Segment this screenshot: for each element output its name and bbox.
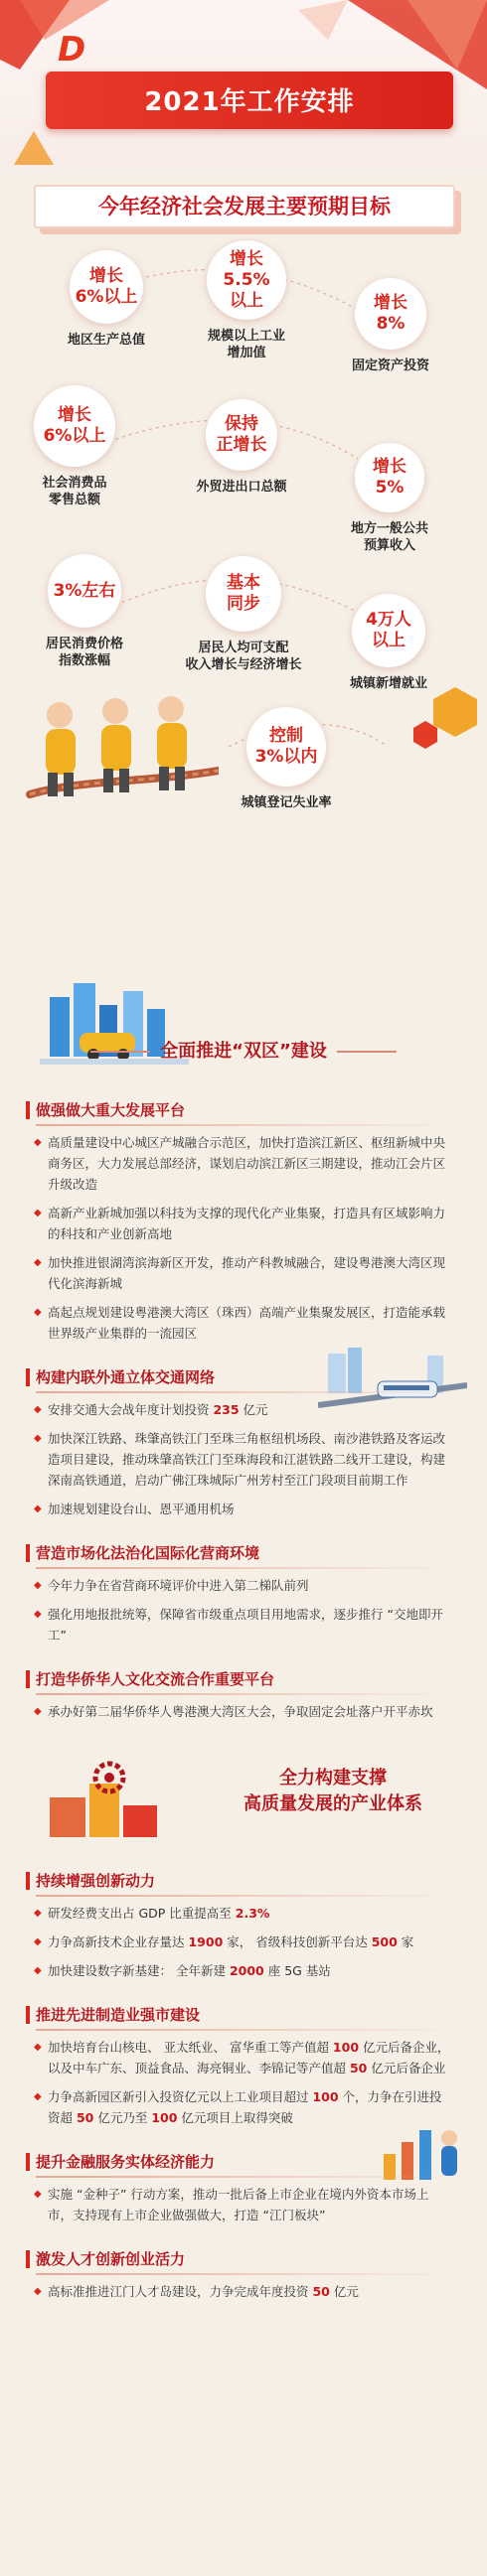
section [0, 2247, 487, 2314]
red-hexagon-decoration [413, 721, 437, 749]
goal-value: 6%以上 [75, 287, 138, 307]
goal-label [334, 675, 443, 692]
goal-value: 5% [375, 478, 405, 498]
bullet-item: ◆ 加速规划建设台山、恩平通用机场 [34, 1499, 453, 1519]
goal-circle [355, 443, 424, 512]
sections-dual-zone [0, 1098, 487, 1734]
goal-retail [20, 385, 129, 508]
goal-circle [246, 707, 326, 787]
gear-factory-illustration [40, 1758, 169, 1843]
goal-label [330, 520, 449, 554]
banner-dual-zone [0, 969, 487, 1088]
highlight-number: 1900 [188, 1934, 224, 1949]
bullet-list [0, 2174, 487, 2237]
goal-label-line: 外贸进出口总额 [196, 480, 287, 495]
goal-value: 控制 [269, 726, 303, 746]
goal-value: 增长 [373, 457, 406, 477]
goal-circle [70, 250, 143, 324]
goal-circle [352, 594, 425, 667]
goal-label [52, 332, 161, 349]
highlight-number: 500 [371, 1934, 398, 1949]
goal-income [169, 556, 318, 673]
goal-value: 8% [376, 314, 406, 334]
goal-circle [206, 556, 281, 632]
header [0, 0, 487, 171]
banner2-title-wrap [219, 1766, 447, 1817]
section-heading: 推进先进制造业强市建设 [26, 2003, 487, 2027]
section [0, 1869, 487, 1993]
section-heading: 提升金融服务实体经济能力 [26, 2150, 487, 2174]
goal-label-line: 固定资产投资 [351, 358, 429, 373]
goal-label-line: 社会消费品 [42, 476, 107, 491]
goal-label-line: 居民人均可支配 [198, 641, 289, 655]
title-ribbon [46, 72, 453, 129]
goal-label-line: 城镇新增就业 [349, 676, 427, 691]
people-pulling-illustration [20, 675, 219, 814]
bullet-list [0, 2271, 487, 2314]
goal-value: 增长 [58, 405, 91, 425]
section [0, 1098, 487, 1356]
section [0, 1365, 487, 1531]
goal-value: 4万人 [366, 610, 411, 630]
bullet-list [0, 1122, 487, 1356]
goal-trade [177, 399, 306, 496]
highlight-number: 235 [213, 1402, 240, 1417]
gold-hexagon-decoration [433, 687, 477, 737]
bullet-item: ◆ 加快培育台山核电、 亚太纸业、 富华重工等产值超 100 亿元后备企业，以及中车广东、顶益食品、海亮铜业、李锦记等产值超 50 亿元后备企业 [34, 2037, 453, 2078]
goal-value: 基本 [227, 573, 260, 593]
goal-label-line: 规模以上工业 [207, 329, 285, 344]
goal-label [187, 328, 306, 361]
section-heading: 营造市场化法治化国际化营商环境 [26, 1541, 487, 1565]
bullet-item: ◆ 安排交通大会战年度计划投资 235 亿元 [34, 1399, 453, 1420]
sections-industry [0, 1869, 487, 2314]
goal-value: 以上 [372, 631, 406, 650]
section-heading: 做强做大重大发展平台 [26, 1098, 487, 1122]
goal-circle [206, 399, 277, 471]
bullet-item: ◆ 加快建设数字新基建： 全年新建 2000 座 5G 基站 [34, 1960, 453, 1981]
goal-value: 以上 [230, 290, 263, 311]
banner2-line1: 全力构建支撑 [279, 1768, 387, 1789]
goal-investment [336, 278, 445, 374]
goal-label [177, 479, 306, 496]
bullet-item: ◆ 研发经费支出占 GDP 比重提高至 2.3% [34, 1903, 453, 1924]
section-heading: 打造华侨华人文化交流合作重要平台 [26, 1667, 487, 1691]
goal-label [30, 636, 139, 669]
goal-circle [48, 554, 121, 628]
section [0, 2150, 487, 2237]
goal-value: 增长 [89, 266, 123, 286]
goal-value: 3%以内 [254, 747, 318, 767]
bullet-item: ◆ 高起点规划建设粤港澳大湾区（珠西）高端产业集聚发展区，打造能承载世界级产业集群的一流园区 [34, 1302, 453, 1344]
section [0, 1541, 487, 1657]
bullet-list [0, 1893, 487, 1993]
highlight-number: 50 [76, 2110, 94, 2125]
goal-gdp [52, 250, 161, 349]
bullet-item: ◆ 强化用地报批统筹，保障省市级重点项目用地需求，逐步推行 “交地即开工” [34, 1604, 453, 1646]
highlight-number: 100 [332, 2040, 360, 2055]
highlight-number: 2000 [229, 1963, 264, 1978]
goal-label [217, 794, 356, 811]
highlight-number: 100 [312, 2089, 339, 2104]
goal-budget [330, 443, 449, 554]
section [0, 1667, 487, 1734]
goal-label-line: 城镇登记失业率 [241, 795, 332, 810]
bullet-item: ◆ 高标准推进江门人才岛建设，力争完成年度投资 50 亿元 [34, 2281, 453, 2302]
goal-label-line: 预算收入 [363, 538, 415, 553]
bullet-item: ◆ 加快深江铁路、珠肇高铁江门至珠三角枢纽机场段、南沙港铁路及客运改造项目建设，推动珠肇高铁江门至珠海段和江湛铁路二线开工建设，构建深南高铁通道，启动广佛江珠城际广州芳村至江门段项目前期工作 [34, 1428, 453, 1491]
bullet-item: ◆ 实施 “金种子” 行动方案，推动一批后备上市企业在境内外资本市场上市，支持现有上市企业做强做大，打造 “江门板块” [34, 2184, 453, 2225]
page-title: 2021年工作安排 [144, 87, 355, 117]
banner-industry [0, 1748, 487, 1859]
bullet-item: ◆ 力争高新技术企业存量达 1900 家， 省级科技创新平台达 500 家 [34, 1932, 453, 1952]
goal-value: 增长 [374, 293, 407, 313]
bullet-item: ◆ 承办好第二届华侨华人粤港澳大湾区大会，争取固定会址落户开平赤坎 [34, 1701, 453, 1722]
bullet-list [0, 1565, 487, 1657]
goal-value: 5.5% [223, 269, 270, 290]
goal-industry [187, 240, 306, 361]
section-heading: 激发人才创新创业活力 [26, 2247, 487, 2271]
highlight-number: 2.3% [235, 1906, 270, 1921]
highlight-number: 50 [312, 2284, 330, 2299]
goal-cpi [30, 554, 139, 669]
bullet-item: ◆ 力争高新园区新引入投资亿元以上工业项目超过 100 个，力争在引进投资超 50 亿元乃至 100 亿元项目上取得突破 [34, 2086, 453, 2128]
orange-triangle-decoration [14, 131, 54, 165]
goal-unemployment [217, 707, 356, 811]
bullet-item: ◆ 高新产业新城加强以科技为支撑的现代化产业集聚，打造具有区域影响力的科技和产业创新高地 [34, 1203, 453, 1244]
goal-label [169, 640, 318, 673]
goal-circle [355, 278, 426, 350]
goal-value: 6%以上 [43, 426, 106, 446]
goal-label [336, 358, 445, 374]
section-letter: D [58, 30, 97, 70]
goals-title-wrap [0, 171, 487, 240]
goal-label [20, 475, 129, 508]
goal-label-line: 指数涨幅 [58, 653, 110, 668]
goal-label-line: 零售总额 [48, 493, 100, 507]
goal-circle [207, 240, 286, 320]
goal-value: 保持 [225, 414, 258, 434]
goal-label-line: 地区生产总值 [67, 333, 145, 348]
bullet-item: ◆ 今年力争在省营商环境评价中进入第二梯队前列 [34, 1575, 453, 1596]
goal-label-line: 地方一般公共 [350, 521, 428, 536]
bullet-list [0, 1389, 487, 1531]
highlight-number: 100 [151, 2110, 178, 2125]
goals-area [0, 240, 487, 963]
goal-value: 3%左右 [53, 580, 116, 601]
goals-title: 今年经济社会发展主要预期目标 [34, 185, 455, 228]
goal-label-line: 收入增长与经济增长 [185, 657, 302, 672]
banner2-line2: 高质量发展的产业体系 [244, 1793, 422, 1814]
goal-circle [34, 385, 115, 467]
goal-value: 同步 [227, 594, 260, 614]
section-heading: 持续增强创新动力 [26, 1869, 487, 1893]
highlight-number: 50 [349, 2061, 368, 2075]
bullet-item: ◆ 加快推进银湖湾滨海新区开发，推动产科教城融合，建设粤港澳大湾区现代化滨海新城 [34, 1252, 453, 1294]
goal-label-line: 增加值 [227, 346, 266, 360]
bullet-list [0, 1691, 487, 1734]
goal-value: 增长 [230, 248, 263, 269]
bullet-item: ◆ 高质量建设中心城区产城融合示范区，加快打造滨江新区、枢纽新城中央商务区，大力发展总部经济，谋划启动滨江新区三期建设，推动江会片区升级改造 [34, 1132, 453, 1195]
goal-label-line: 居民消费价格 [45, 637, 123, 651]
banner-title: 全面推进“双区”建设 [0, 1037, 487, 1063]
section-heading: 构建内联外通立体交通网络 [26, 1365, 487, 1389]
goal-employment [334, 594, 443, 692]
goal-value: 正增长 [216, 435, 267, 455]
